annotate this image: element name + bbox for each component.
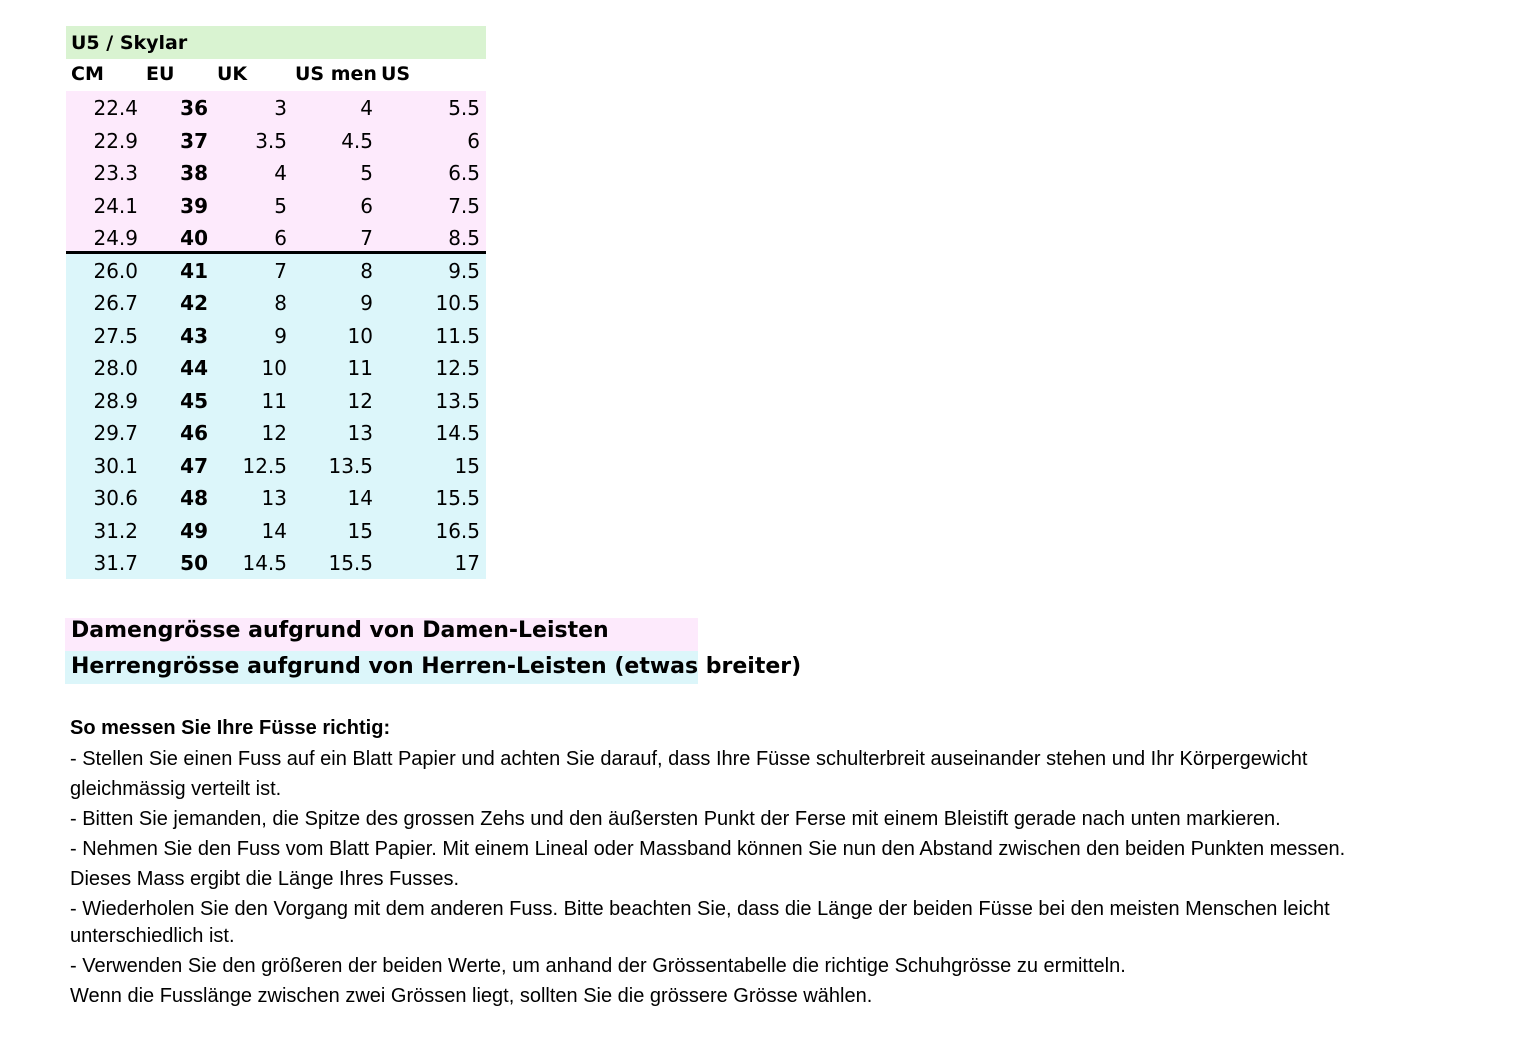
instruction-line: gleichmässig verteilt ist. <box>70 778 282 800</box>
cell-us-women: 9.5 <box>448 258 480 283</box>
cell-cm: 24.9 <box>93 226 138 250</box>
cell-cm: 22.9 <box>93 128 138 153</box>
table-row <box>66 514 486 547</box>
instruction-line: - Verwenden Sie den größeren der beiden Werte, um anhand der Grössentabelle die richtige Schuhgrösse zu ermitteln. <box>70 955 1126 977</box>
instruction-line: - Nehmen Sie den Fuss vom Blatt Papier. Mit einem Lineal oder Massband können Sie nun den Abstand zwischen den beiden Punkten messen. <box>70 838 1346 860</box>
cell-uk: 3.5 <box>255 128 287 153</box>
instruction-line: - Wiederholen Sie den Vorgang mit dem anderen Fuss. Bitte beachten Sie, dass die Länge der beiden Füsse bei den meisten Menschen leicht <box>70 898 1330 920</box>
header-us-men: US men <box>295 63 377 85</box>
cell-cm: 29.7 <box>93 421 138 445</box>
table-row <box>66 156 486 189</box>
instruction-line: Wenn die Fusslänge zwischen zwei Grössen liegt, sollten Sie die grössere Grösse wählen. <box>70 985 873 1007</box>
cell-uk: 13 <box>261 486 287 510</box>
measuring-instructions <box>70 714 1470 1011</box>
table-row <box>66 286 486 319</box>
cell-cm: 31.2 <box>93 518 138 543</box>
cell-eu: 50 <box>180 551 208 575</box>
cell-us-women: 16.5 <box>435 518 480 543</box>
cell-eu: 39 <box>180 193 208 218</box>
cell-uk: 8 <box>274 291 287 315</box>
cell-eu: 38 <box>180 161 208 185</box>
cell-us-women: 7.5 <box>448 193 480 218</box>
cell-us-women: 5.5 <box>448 96 480 120</box>
table-row <box>66 384 486 417</box>
cell-us-men: 12 <box>347 388 373 413</box>
cell-us-men: 13 <box>347 421 373 445</box>
cell-us-men: 14 <box>347 486 373 510</box>
cell-cm: 30.6 <box>93 486 138 510</box>
instructions-title: So messen Sie Ihre Füsse richtig: <box>70 717 391 739</box>
header-us-women: US <box>381 63 411 85</box>
cell-eu: 41 <box>180 258 208 283</box>
cell-uk: 5 <box>274 193 287 218</box>
cell-us-women: 11.5 <box>435 323 480 348</box>
header-uk: UK <box>217 63 248 85</box>
cell-us-men: 7 <box>360 226 373 250</box>
cell-us-men: 4 <box>360 96 373 120</box>
cell-us-women: 6 <box>467 128 480 153</box>
cell-eu: 37 <box>180 128 208 153</box>
table-row <box>66 91 486 124</box>
cell-uk: 10 <box>261 356 287 380</box>
table-row <box>66 254 486 287</box>
cell-us-men: 15 <box>347 518 373 543</box>
cell-uk: 14 <box>261 518 287 543</box>
legend-men: Herrengrösse aufgrund von Herren-Leisten (etwas breiter) <box>65 651 698 684</box>
cell-us-men: 11 <box>347 356 373 380</box>
cell-eu: 47 <box>180 453 208 478</box>
table-row <box>66 124 486 157</box>
header-cm: CM <box>71 63 104 85</box>
cell-eu: 43 <box>180 323 208 348</box>
cell-us-men: 13.5 <box>328 453 373 478</box>
instruction-line: - Bitten Sie jemanden, die Spitze des grossen Zehs und den äußersten Punkt der Ferse mit einem Bleistift gerade nach unten markieren. <box>70 808 1281 830</box>
table-row <box>66 416 486 449</box>
table-row <box>66 351 486 384</box>
cell-us-women: 13.5 <box>435 388 480 413</box>
cell-us-men: 4.5 <box>341 128 373 153</box>
legend-women: Damengrösse aufgrund von Damen-Leisten <box>65 618 698 651</box>
cell-us-women: 14.5 <box>435 421 480 445</box>
cell-cm: 23.3 <box>93 161 138 185</box>
cell-eu: 46 <box>180 421 208 445</box>
table-row <box>66 546 486 579</box>
cell-us-men: 15.5 <box>328 551 373 575</box>
table-row <box>66 221 486 254</box>
cell-uk: 14.5 <box>242 551 287 575</box>
legend <box>65 618 802 684</box>
cell-uk: 12.5 <box>242 453 287 478</box>
cell-uk: 7 <box>274 258 287 283</box>
cell-eu: 40 <box>180 226 208 250</box>
cell-eu: 42 <box>180 291 208 315</box>
instruction-line: unterschiedlich ist. <box>70 925 235 947</box>
cell-us-men: 6 <box>360 193 373 218</box>
table-row <box>66 189 486 222</box>
cell-us-women: 6.5 <box>448 161 480 185</box>
cell-uk: 4 <box>274 161 287 185</box>
cell-cm: 30.1 <box>93 453 138 478</box>
cell-us-women: 10.5 <box>435 291 480 315</box>
cell-cm: 26.7 <box>93 291 138 315</box>
table-row <box>66 319 486 352</box>
cell-cm: 31.7 <box>93 551 138 575</box>
cell-us-men: 9 <box>360 291 373 315</box>
cell-us-women: 8.5 <box>448 226 480 250</box>
cell-cm: 26.0 <box>93 258 138 283</box>
cell-uk: 6 <box>274 226 287 250</box>
cell-us-women: 12.5 <box>435 356 480 380</box>
cell-uk: 9 <box>274 323 287 348</box>
cell-cm: 22.4 <box>93 96 138 120</box>
cell-eu: 49 <box>180 518 208 543</box>
table-body <box>66 91 486 579</box>
cell-us-women: 15 <box>454 453 480 478</box>
size-table <box>66 26 486 579</box>
cell-eu: 36 <box>180 96 208 120</box>
cell-us-women: 15.5 <box>435 486 480 510</box>
cell-us-women: 17 <box>454 551 480 575</box>
cell-eu: 45 <box>180 388 208 413</box>
cell-eu: 48 <box>180 486 208 510</box>
table-row <box>66 481 486 514</box>
cell-cm: 28.9 <box>93 388 138 413</box>
cell-cm: 27.5 <box>93 323 138 348</box>
cell-uk: 3 <box>274 96 287 120</box>
table-header-row <box>66 59 486 91</box>
cell-uk: 12 <box>261 421 287 445</box>
instructions-lines <box>70 744 1470 1011</box>
table-row <box>66 449 486 482</box>
cell-cm: 28.0 <box>93 356 138 380</box>
instruction-line: - Stellen Sie einen Fuss auf ein Blatt Papier und achten Sie darauf, dass Ihre Füsse schulterbreit auseinander stehen und Ihr Körpergewicht <box>70 748 1308 770</box>
cell-us-men: 8 <box>360 258 373 283</box>
cell-eu: 44 <box>180 356 208 380</box>
cell-us-men: 10 <box>347 323 373 348</box>
cell-uk: 11 <box>261 388 287 413</box>
table-title: U5 / Skylar <box>66 26 486 59</box>
cell-us-men: 5 <box>360 161 373 185</box>
instruction-line: Dieses Mass ergibt die Länge Ihres Fusses. <box>70 868 460 890</box>
cell-cm: 24.1 <box>93 193 138 218</box>
header-eu: EU <box>146 63 175 85</box>
